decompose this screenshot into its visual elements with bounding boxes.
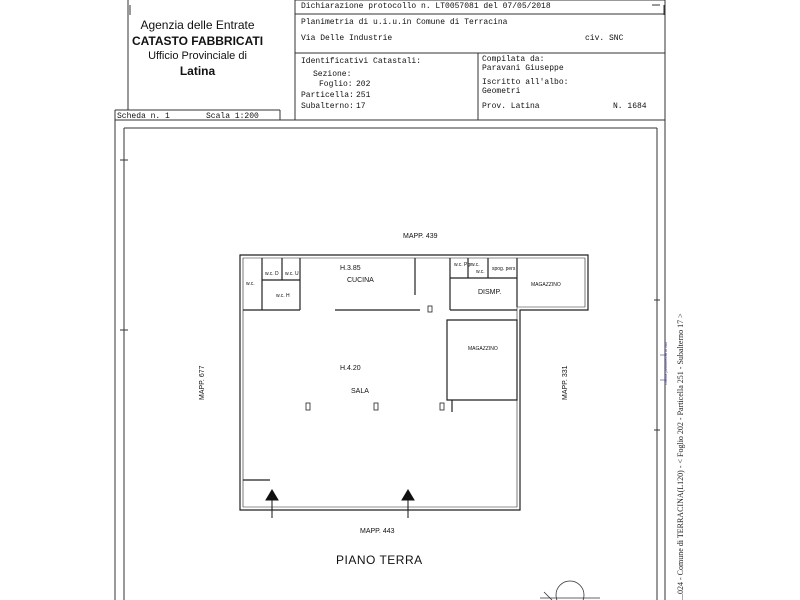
agency-name: Agenzia delle Entrate: [140, 18, 255, 32]
catasto-title: CATASTO FABBRICATI: [131, 34, 264, 48]
mapp-right-label: MAPP. 331: [562, 365, 569, 400]
scheda-label: Scheda n. 1: [117, 112, 170, 121]
iscritto-label: Iscritto all'albo:: [482, 78, 569, 87]
cucina-height: H.3.85: [340, 265, 361, 272]
provincia-label: Latina: [179, 64, 216, 78]
compilata-label: Compilata da:: [482, 55, 545, 64]
scala-label: Scala 1:200: [206, 112, 259, 121]
wc-label-4: w.c. H: [276, 293, 290, 299]
wc-right-label-1: w.c. Pgr: [454, 262, 472, 268]
magazzino-top-label: MAGAZZINO: [531, 282, 561, 288]
mapp-bottom-label: MAPP. 443: [360, 528, 395, 535]
compilata-value: Paravani Giuseppe: [482, 64, 564, 73]
subalterno-label: Subalterno:: [301, 102, 354, 111]
cucina-label: CUCINA: [347, 277, 374, 284]
wc-label-3: w.c. U: [285, 271, 299, 277]
dismp-label: DISMP.: [478, 289, 502, 296]
iscritto-value: Geometri: [482, 87, 521, 96]
side-stamp: ...024 - Comune di TERRACINA(L120) - < Foglio 202 - Particella 251 - Subalterno 17 >: [676, 313, 685, 600]
wc-label-1: w.c.: [246, 281, 255, 287]
particella-label: Particella:: [301, 91, 354, 100]
civico-text: civ. SNC: [585, 34, 624, 43]
via-text: Via Delle Industrie: [301, 34, 393, 43]
magazzino-mid-label: MAGAZZINO: [468, 346, 498, 352]
sezione-label: Sezione:: [313, 70, 352, 79]
mapp-top-label: MAPP. 439: [403, 233, 438, 240]
piano-terra-label: PIANO TERRA: [336, 553, 423, 567]
foglio-value: 202: [356, 80, 371, 89]
side-stamp-small: Ultima planimetria in atti: [663, 342, 668, 385]
sala-label: SALA: [351, 388, 369, 395]
wc-right-label-3: w.c.: [476, 269, 485, 275]
mapp-left-label: MAPP. 677: [199, 365, 206, 400]
planimetria-text: Planimetria di u.i.u.in Comune di Terracina: [301, 18, 508, 27]
sala-height: H.4.20: [340, 365, 361, 372]
prov-label: Prov. Latina: [482, 102, 540, 111]
wc-right-label-2: w.c.: [471, 262, 480, 268]
particella-value: 251: [356, 91, 371, 100]
wc-label-2: w.c. D: [265, 271, 279, 277]
dichiarazione-text: Dichiarazione protocollo n. LT0057081 del 07/05/2018: [301, 2, 551, 11]
ufficio-label: Ufficio Provinciale di: [148, 50, 247, 62]
albo-number: N. 1684: [613, 102, 647, 111]
subalterno-value: 17: [356, 102, 366, 111]
identificativi-title: Identificativi Catastali:: [301, 57, 422, 66]
foglio-label: Foglio:: [319, 80, 353, 89]
wc-right-label-4: spog. pers: [492, 266, 516, 272]
